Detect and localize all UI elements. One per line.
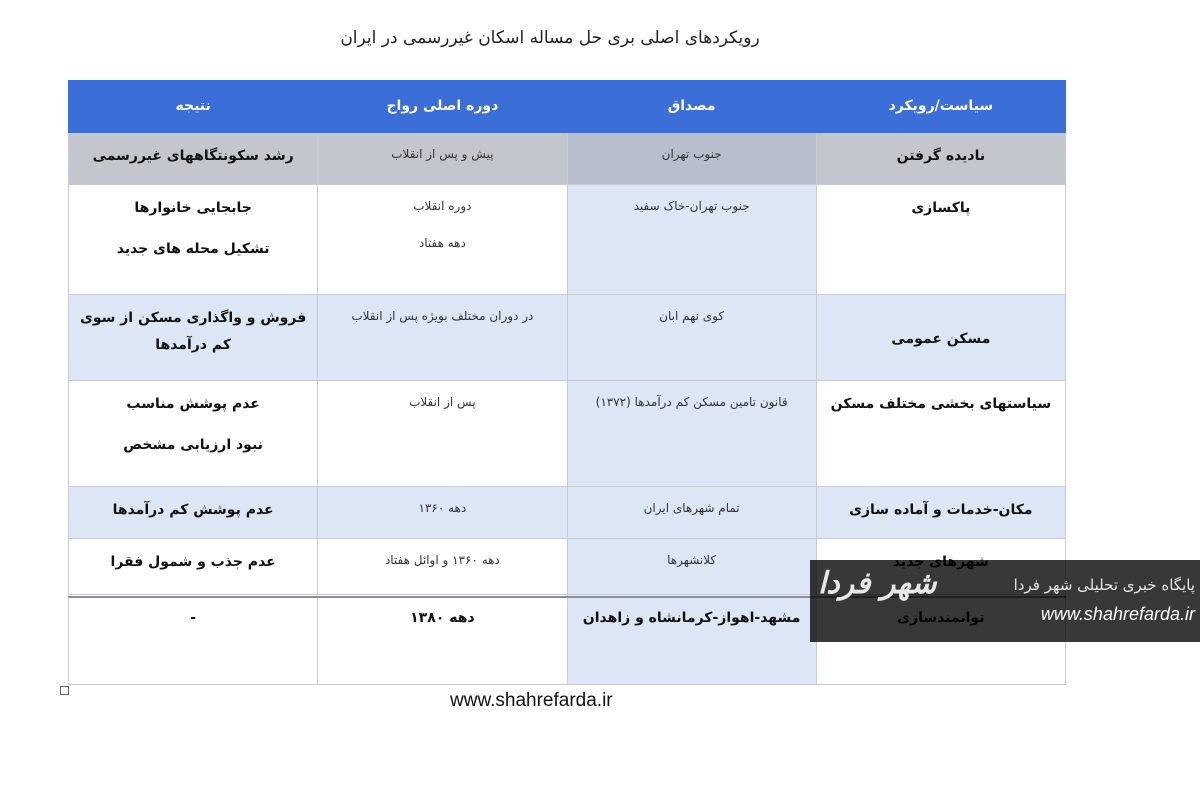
period-cell: پس از انقلاب xyxy=(318,381,567,487)
header-period: دوره اصلی رواج xyxy=(318,81,567,133)
example-cell: قانون تامین مسکن کم درآمدها (۱۳۷۲) xyxy=(567,381,816,487)
table-row xyxy=(69,133,1066,185)
header-policy: سیاست/رویکرد xyxy=(816,81,1065,133)
policy-cell: مسکن عمومی xyxy=(816,295,1065,381)
table-row xyxy=(69,381,1066,487)
period-line: دوره انقلاب xyxy=(413,199,472,213)
table-row xyxy=(69,295,1066,381)
footer-url: www.shahrefarda.ir xyxy=(450,690,613,711)
resize-handle[interactable] xyxy=(60,686,69,695)
example-cell: مشهد-اهواز-کرمانشاه و زاهدان xyxy=(567,595,816,685)
watermark-url: www.shahrefarda.ir xyxy=(1040,604,1195,624)
period-line: دهه هفتاد xyxy=(418,235,466,250)
example-cell: جنوب تهران xyxy=(567,133,816,185)
example-cell: جنوب تهران-خاک سفید xyxy=(567,185,816,295)
period-cell xyxy=(318,185,567,295)
period-cell: پیش و پس از انقلاب xyxy=(318,133,567,185)
period-cell: در دوران مختلف بویژه پس از انقلاب xyxy=(318,295,567,381)
result-cell: رشد سکونتگاههای غیررسمی xyxy=(69,133,318,185)
example-cell: کلانشهرها xyxy=(567,539,816,595)
result-cell xyxy=(69,381,318,487)
result-line: عدم پوشش مناسب xyxy=(126,396,260,412)
table-row xyxy=(69,185,1066,295)
page-title: رویکردهای اصلی بری حل مساله اسکان غیررسمی در ایران xyxy=(340,28,760,48)
result-cell: عدم جذب و شمول فقرا xyxy=(69,539,318,595)
policy-cell: سیاستهای بخشی مختلف مسکن xyxy=(816,381,1065,487)
period-cell: دهه ۱۳۶۰ xyxy=(318,487,567,539)
example-cell: کوی نهم ابان xyxy=(567,295,816,381)
table-row xyxy=(69,487,1066,539)
policy-cell: مکان-خدمات و آماده سازی xyxy=(816,487,1065,539)
result-cell: عدم پوشش کم درآمدها xyxy=(69,487,318,539)
result-cell xyxy=(69,185,318,295)
result-cell: - xyxy=(69,595,318,685)
table-header-row xyxy=(69,81,1066,133)
watermark-site-name: پایگاه خبری تحلیلی شهر فردا xyxy=(1013,576,1195,594)
result-line: جابجایی خانوارها xyxy=(134,200,252,216)
header-example: مصداق xyxy=(567,81,816,133)
example-cell: تمام شهرهای ایران xyxy=(567,487,816,539)
header-result: نتیجه xyxy=(69,81,318,133)
shahrefarda-logo: شهر فردا xyxy=(818,566,937,601)
policy-cell: پاکسازی xyxy=(816,185,1065,295)
policy-cell: نادیده گرفتن xyxy=(816,133,1065,185)
watermark-banner xyxy=(810,560,1200,642)
result-line: نبود ارزیابی مشخص xyxy=(123,436,263,453)
result-line: تشکیل محله های جدید xyxy=(116,240,270,257)
period-cell: دهه ۱۳۸۰ xyxy=(318,595,567,685)
result-cell: فروش و واگذاری مسکن از سوی کم درآمدها xyxy=(69,295,318,381)
period-cell: دهه ۱۳۶۰ و اوائل هفتاد xyxy=(318,539,567,595)
